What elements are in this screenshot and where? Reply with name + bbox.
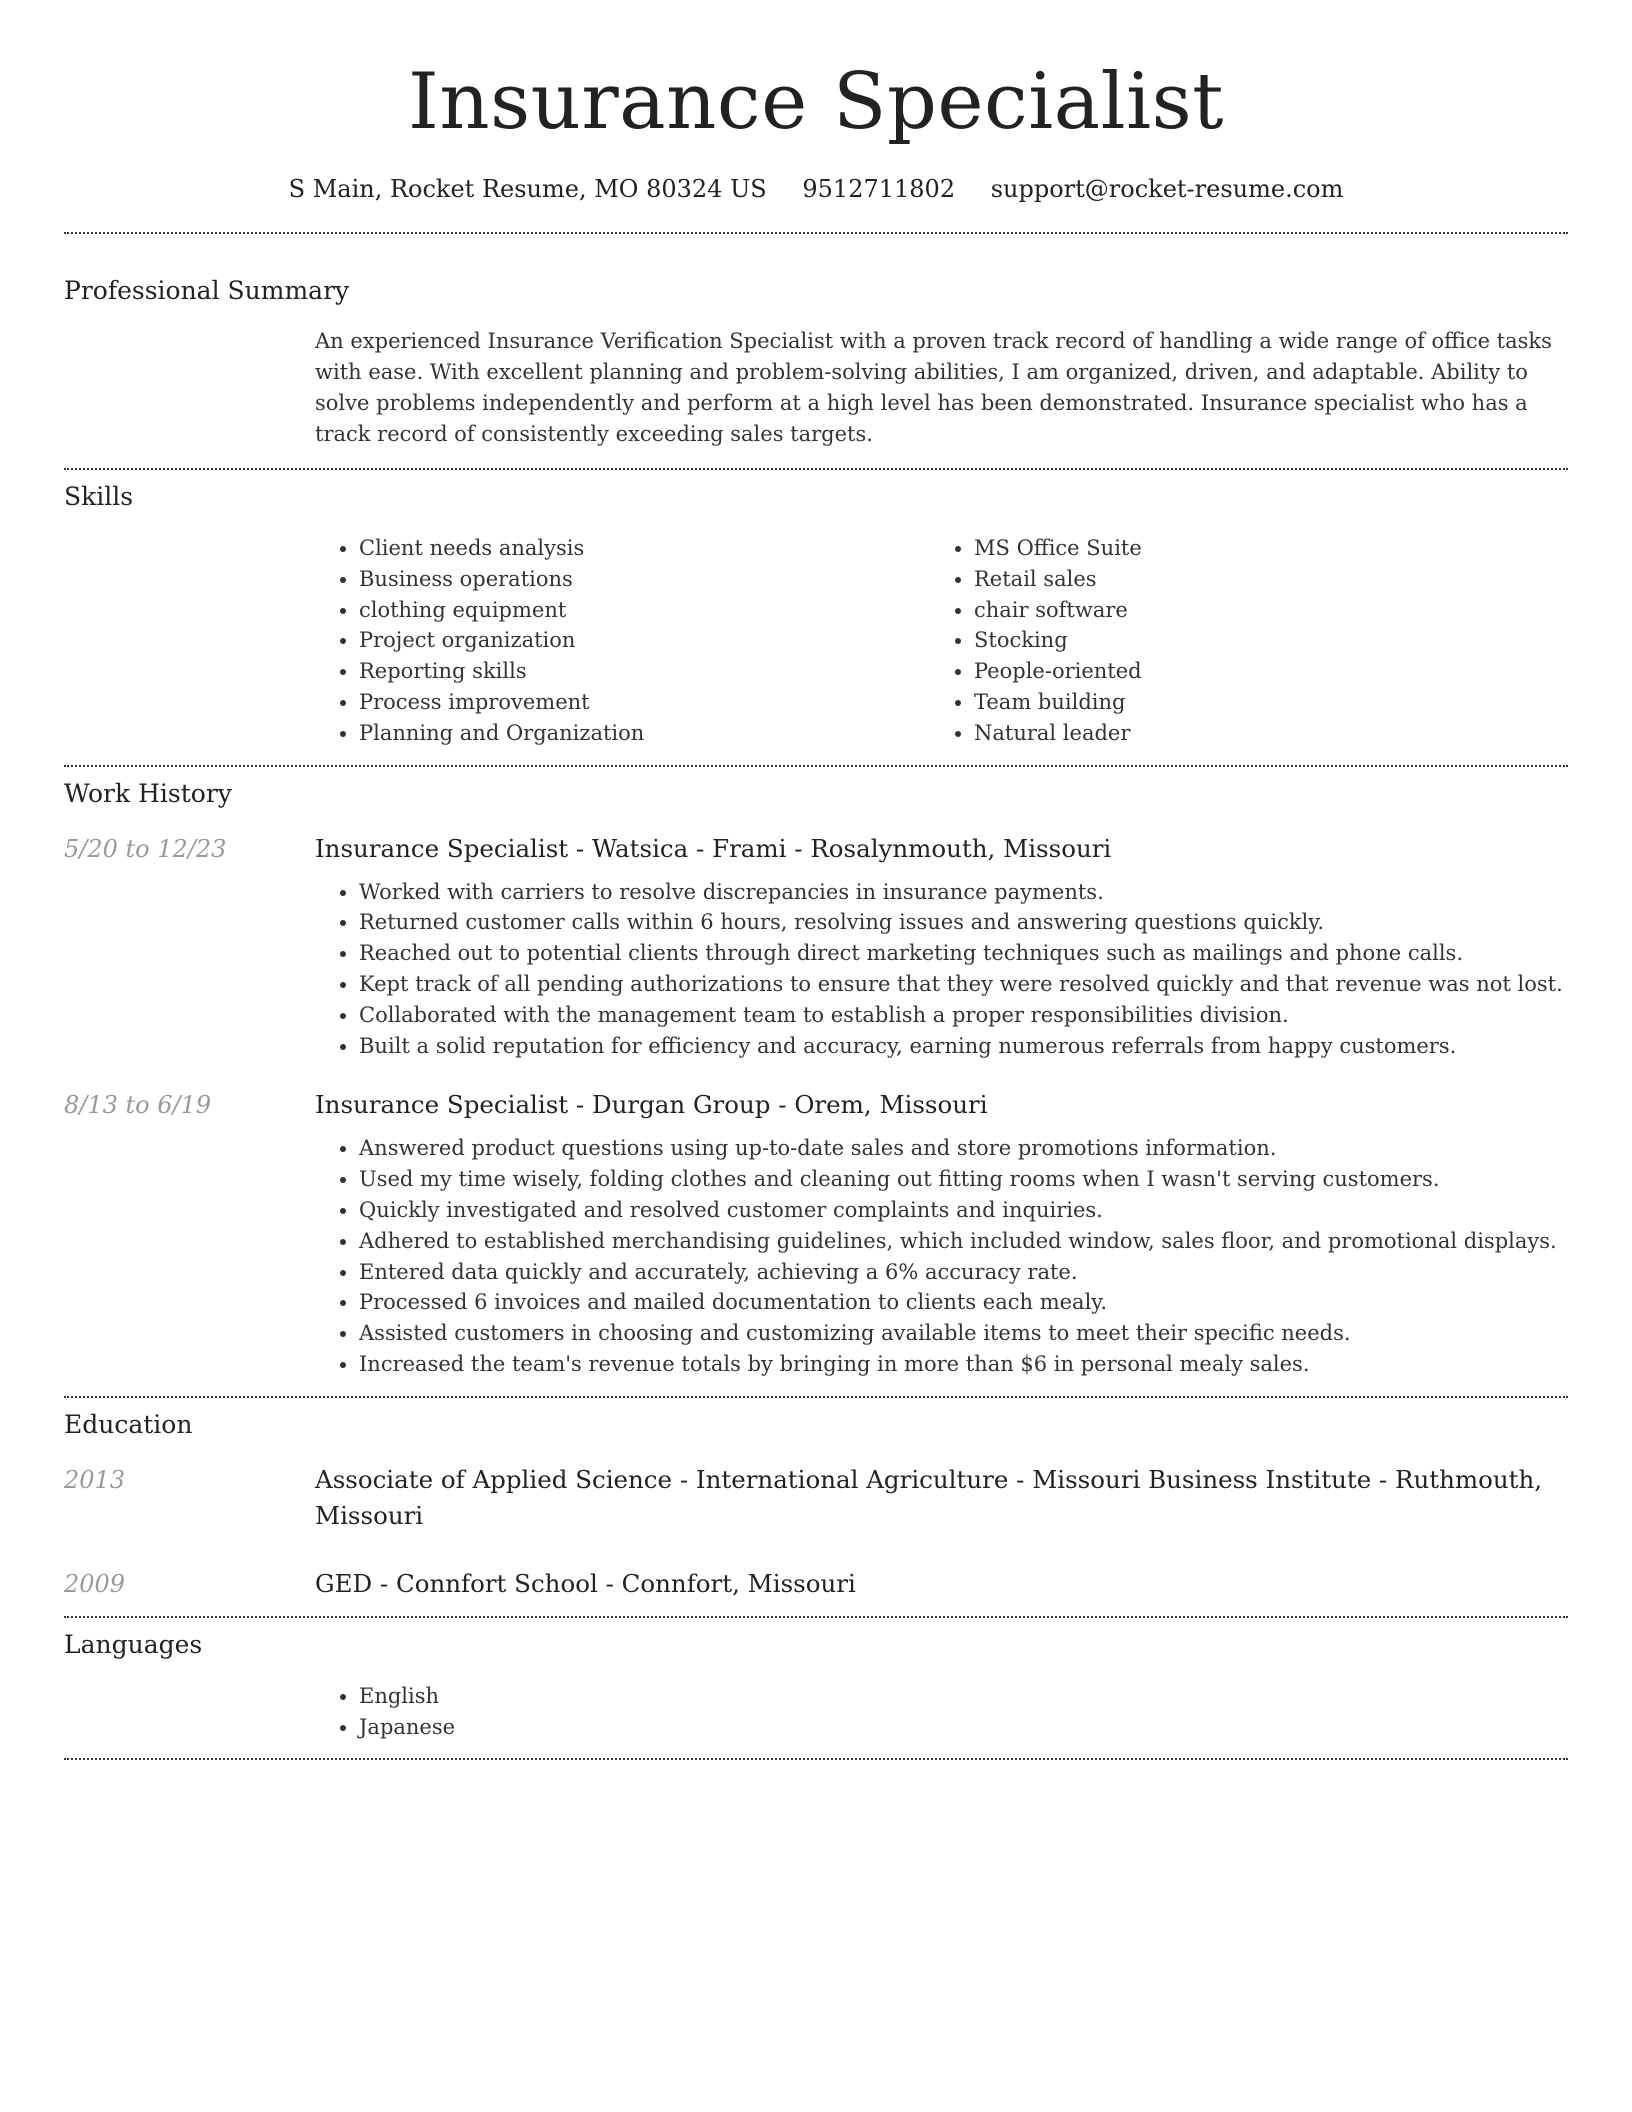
contact-address: S Main, Rocket Resume, MO 80324 US xyxy=(288,175,767,203)
skill-item: • Business operations xyxy=(359,564,930,595)
skill-item: • Team building xyxy=(974,687,1545,718)
skill-item: • MS Office Suite xyxy=(974,533,1545,564)
job-duty: • Reached out to potential clients through direct marketing techniques such as mailings and phone calls. xyxy=(359,938,1568,969)
languages-list xyxy=(315,1681,1568,1743)
education-degree: Associate of Applied Science xyxy=(315,1464,673,1494)
job-duty: • Entered data quickly and accurately, achieving a 6% accuracy rate. xyxy=(359,1257,1568,1288)
job-duty: • Increased the team's revenue totals by bringing in more than $6 in personal mealy sales. xyxy=(359,1349,1568,1380)
skill-item: • clothing equipment xyxy=(359,595,930,626)
resume-header xyxy=(64,52,1568,206)
job-title-line xyxy=(315,831,1568,867)
work-history-section xyxy=(64,767,1568,1380)
skill-item: • Reporting skills xyxy=(359,656,930,687)
job-duty: • Worked with carriers to resolve discrepancies in insurance payments. xyxy=(359,877,1568,908)
job-entry xyxy=(64,1087,1568,1379)
section-divider xyxy=(64,1758,1568,1760)
contact-line xyxy=(64,172,1568,206)
job-entry xyxy=(64,831,1568,1062)
skills-section xyxy=(64,470,1568,749)
candidate-name: Insurance Specialist xyxy=(408,57,1224,147)
education-school: - International Agriculture - Missouri Business Institute - Ruthmouth, Missouri xyxy=(315,1464,1543,1530)
job-duty: • Answered product questions using up-to-date sales and store promotions information. xyxy=(359,1133,1568,1164)
contact-phone: 9512711802 xyxy=(802,175,956,203)
job-dates: 5/20 to 12/23 xyxy=(64,834,227,863)
skill-item: • Stocking xyxy=(974,625,1545,656)
skill-item: • Client needs analysis xyxy=(359,533,930,564)
education-year: 2009 xyxy=(64,1569,126,1598)
skills-grid xyxy=(315,533,1568,749)
job-title-line xyxy=(315,1087,1568,1123)
work-history-heading: Work History xyxy=(64,778,232,808)
job-dates: 8/13 to 6/19 xyxy=(64,1091,212,1120)
skill-item: • Planning and Organization xyxy=(359,718,930,749)
skills-column-left xyxy=(315,533,930,749)
education-line xyxy=(315,1566,1568,1602)
education-school: - Connfort School - Connfort, Missouri xyxy=(372,1568,856,1598)
job-duty: • Kept track of all pending authorizations to ensure that they were resolved quickly and that revenue was not lost. xyxy=(359,969,1568,1000)
education-year: 2013 xyxy=(64,1465,126,1494)
job-duties xyxy=(315,1133,1568,1379)
languages-section xyxy=(64,1618,1568,1743)
skills-heading: Skills xyxy=(64,482,134,511)
summary-section xyxy=(64,234,1568,450)
job-duty: • Adhered to established merchandising guidelines, which included window, sales floor, and promotional displays. xyxy=(359,1226,1568,1257)
job-duty: • Collaborated with the management team to establish a proper responsibilities division. xyxy=(359,1000,1568,1031)
education-line xyxy=(315,1462,1568,1534)
job-duty: • Assisted customers in choosing and customizing available items to meet their specific needs. xyxy=(359,1318,1568,1349)
summary-heading: Professional Summary xyxy=(64,276,350,305)
skill-item: • Retail sales xyxy=(974,564,1545,595)
job-employer: - Watsica - Frami - Rosalynmouth, Missouri xyxy=(568,833,1112,863)
skill-item: • Project organization xyxy=(359,625,930,656)
job-duty: • Processed 6 invoices and mailed documentation to clients each mealy. xyxy=(359,1287,1568,1318)
language-item: • Japanese xyxy=(359,1712,1568,1743)
skill-item: • Process improvement xyxy=(359,687,930,718)
skill-item: • People-oriented xyxy=(974,656,1545,687)
education-heading: Education xyxy=(64,1409,193,1439)
job-header xyxy=(64,831,1568,867)
language-item: • English xyxy=(359,1681,1568,1712)
job-duties xyxy=(315,877,1568,1062)
job-duty: • Built a solid reputation for efficiency and accuracy, earning numerous referrals from happy customers. xyxy=(359,1031,1568,1062)
job-role: Insurance Specialist xyxy=(315,833,569,863)
job-duty: • Quickly investigated and resolved customer complaints and inquiries. xyxy=(359,1195,1568,1226)
education-entry xyxy=(64,1462,1568,1534)
job-duty: • Returned customer calls within 6 hours, resolving issues and answering questions quickly. xyxy=(359,907,1568,938)
summary-text: An experienced Insurance Verification Specialist with a proven track record of handling a wide range of office tasks with ease. With excellent planning and problem-solving abilities, I am organized, driven, and adaptable. Ability to solve problems independently and perform at a high level has been demonstrated. Insurance specialist who has a track record of consistently exceeding sales targets. xyxy=(315,329,1552,446)
contact-email: support@rocket-resume.com xyxy=(990,175,1344,203)
education-entry xyxy=(64,1566,1568,1602)
education-degree: GED xyxy=(315,1568,373,1598)
job-employer: - Durgan Group - Orem, Missouri xyxy=(568,1090,988,1120)
skill-item: • chair software xyxy=(974,595,1545,626)
education-section xyxy=(64,1398,1568,1602)
job-header xyxy=(64,1087,1568,1123)
job-role: Insurance Specialist xyxy=(315,1090,569,1120)
job-duty: • Used my time wisely, folding clothes and cleaning out fitting rooms when I wasn't serving customers. xyxy=(359,1164,1568,1195)
skill-item: • Natural leader xyxy=(974,718,1545,749)
languages-heading: Languages xyxy=(64,1629,203,1659)
skills-column-right xyxy=(930,533,1545,749)
